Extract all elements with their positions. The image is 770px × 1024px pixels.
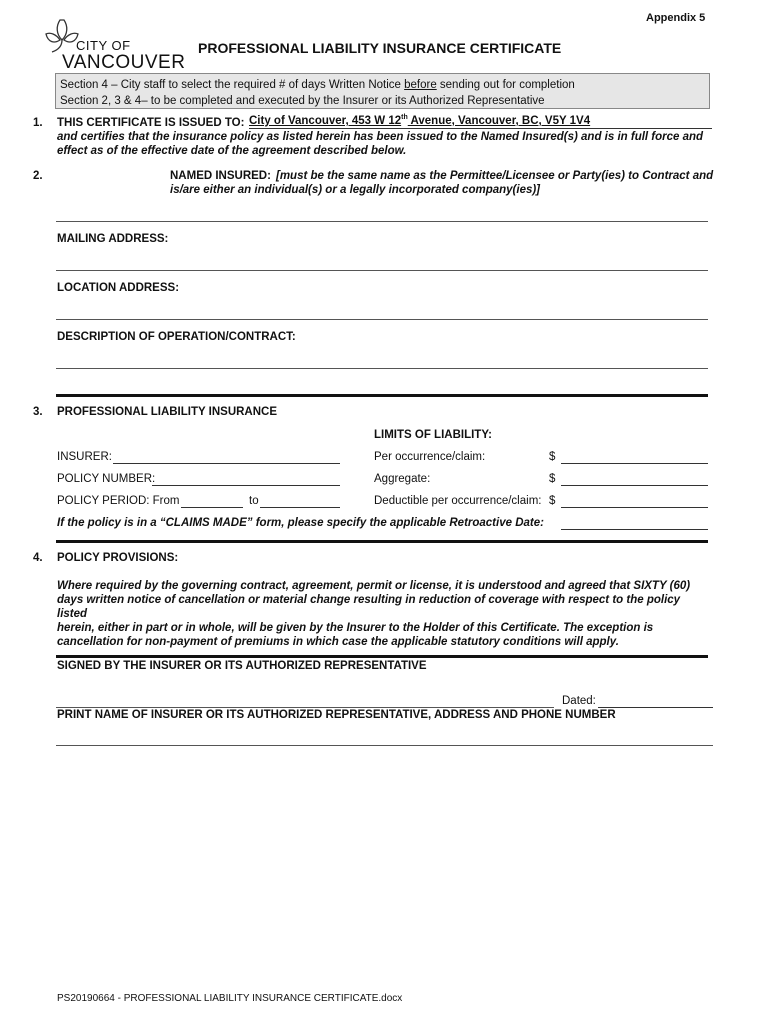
per-occurrence-label: Per occurrence/claim: bbox=[374, 451, 486, 463]
appendix-label: Appendix 5 bbox=[646, 12, 706, 24]
print-name-line[interactable] bbox=[56, 745, 713, 746]
location-address-line[interactable] bbox=[56, 319, 708, 320]
policy-period-label: POLICY PERIOD: From bbox=[57, 495, 180, 507]
page-title: PROFESSIONAL LIABILITY INSURANCE CERTIFICATE bbox=[198, 40, 562, 56]
s1-label: THIS CERTIFICATE IS ISSUED TO: bbox=[57, 117, 245, 129]
policy-number-label: POLICY NUMBER: bbox=[57, 473, 156, 485]
deductible-label: Deductible per occurrence/claim: bbox=[374, 495, 542, 507]
issued-to-field[interactable]: City of Vancouver, 453 W 12th Avenue, Vancouver, BC, V5Y 1V4 bbox=[249, 114, 712, 129]
insurer-field[interactable] bbox=[113, 451, 340, 464]
logo-line2: VANCOUVER bbox=[62, 52, 186, 73]
instructions-box bbox=[55, 73, 710, 109]
print-name-label: PRINT NAME OF INSURER OR ITS AUTHORIZED REPRESENTATIVE, ADDRESS AND PHONE NUMBER bbox=[57, 709, 616, 721]
s1-text1: and certifies that the insurance policy as listed herein has been issued to the Named Insured(s) and is in full force and bbox=[57, 131, 704, 143]
s2-note2: is/are either an individual(s) or a legally incorporated company(ies)] bbox=[170, 184, 541, 196]
location-address-label: LOCATION ADDRESS: bbox=[57, 282, 180, 294]
policy-to-label: to bbox=[249, 495, 259, 507]
logo-line1: CITY OF bbox=[76, 38, 131, 53]
retroactive-date-field[interactable] bbox=[561, 517, 708, 530]
policy-provisions-text: Where required by the governing contract, agreement, permit or license, it is understood and agreed that SIXTY (60) days written notice of cancellation or material change resulting in reduction of coverage with respect to the policy listed herein, either in part or in whole, will be given by the Insurer to the Holder of this Certificate. The exception is cancellation for non-payment of premiums in which case the applicable statutory conditions will apply. bbox=[57, 580, 691, 648]
dollar-sign: $ bbox=[549, 495, 556, 507]
dated-field[interactable] bbox=[598, 695, 713, 708]
mailing-address-label: MAILING ADDRESS: bbox=[57, 233, 169, 245]
policy-from-field[interactable] bbox=[181, 495, 243, 508]
policy-number-field[interactable] bbox=[152, 473, 340, 486]
policy-to-field[interactable] bbox=[260, 495, 340, 508]
s1-text2: effect as of the effective date of the agreement described below. bbox=[57, 145, 407, 157]
dollar-sign: $ bbox=[549, 473, 556, 485]
dated-label: Dated: bbox=[562, 695, 596, 707]
named-insured-line[interactable] bbox=[56, 221, 708, 222]
description-label: DESCRIPTION OF OPERATION/CONTRACT: bbox=[57, 331, 296, 343]
footer-filename: PS20190664 - PROFESSIONAL LIABILITY INSURANCE CERTIFICATE.docx bbox=[57, 993, 403, 1004]
signed-label: SIGNED BY THE INSURER OR ITS AUTHORIZED REPRESENTATIVE bbox=[57, 660, 427, 672]
limits-label: LIMITS OF LIABILITY: bbox=[374, 429, 492, 441]
s2-label: NAMED INSURED: bbox=[170, 170, 271, 182]
aggregate-label: Aggregate: bbox=[374, 473, 431, 485]
s2-number: 2. bbox=[33, 170, 43, 182]
city-logo bbox=[38, 14, 188, 74]
aggregate-field[interactable] bbox=[561, 473, 708, 486]
instructions-line1: Section 4 – City staff to select the required # of days Written Notice before sending out for completion bbox=[60, 79, 575, 91]
s3-number: 3. bbox=[33, 406, 43, 418]
s4-label: POLICY PROVISIONS: bbox=[57, 552, 179, 564]
claims-made-text: If the policy is in a “CLAIMS MADE” form, please specify the applicable Retroactive Date: bbox=[57, 517, 544, 529]
s1-number: 1. bbox=[33, 117, 43, 129]
insurer-label: INSURER: bbox=[57, 451, 112, 463]
mailing-address-line[interactable] bbox=[56, 270, 708, 271]
description-line[interactable] bbox=[56, 368, 708, 369]
s4-number: 4. bbox=[33, 552, 43, 564]
deductible-field[interactable] bbox=[561, 495, 708, 508]
per-occurrence-field[interactable] bbox=[561, 451, 708, 464]
section-divider bbox=[56, 394, 708, 397]
instructions-line2: Section 2, 3 & 4– to be completed and executed by the Insurer or its Authorized Representative bbox=[60, 95, 545, 107]
dollar-sign: $ bbox=[549, 451, 556, 463]
section-divider bbox=[56, 655, 708, 658]
signature-line[interactable] bbox=[56, 707, 554, 708]
s3-label: PROFESSIONAL LIABILITY INSURANCE bbox=[57, 406, 278, 418]
s2-note1: [must be the same name as the Permittee/Licensee or Party(ies) to Contract and bbox=[276, 170, 714, 182]
section-divider bbox=[56, 540, 708, 543]
